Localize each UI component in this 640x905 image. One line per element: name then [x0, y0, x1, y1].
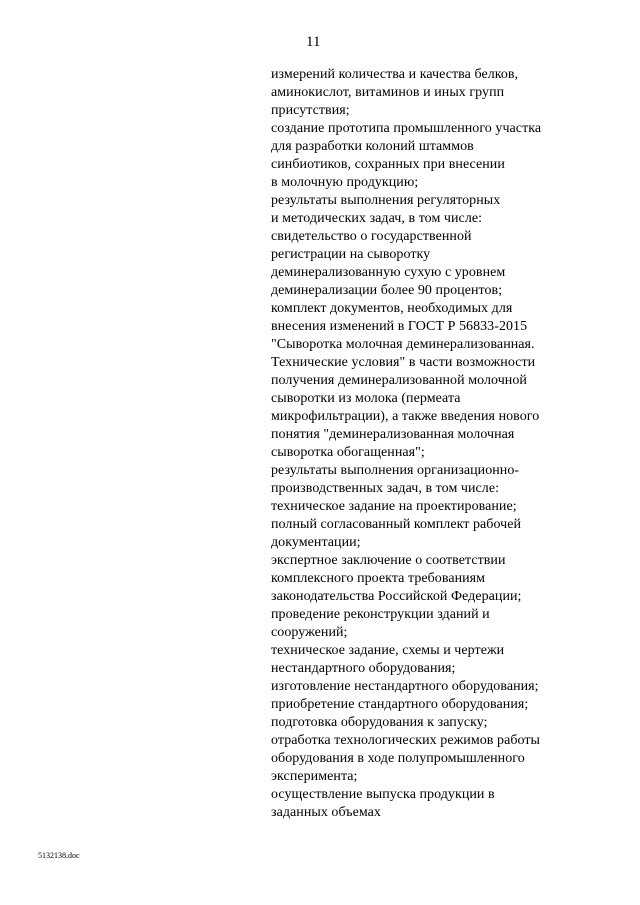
body-line: сооружений;	[271, 625, 348, 640]
body-line: подготовка оборудования к запуску;	[271, 715, 488, 730]
body-line: техническое задание на проектирование;	[271, 499, 517, 514]
footer-filename: 5132138.doc	[38, 851, 80, 860]
page-number: 11	[306, 34, 321, 50]
body-line: для разработки колоний штаммов	[271, 139, 474, 154]
body-line: сыворотка обогащенная";	[271, 445, 425, 460]
body-line: присутствия;	[271, 103, 350, 118]
body-line: регистрации на сыворотку	[271, 247, 431, 262]
body-line: производственных задач, в том числе:	[271, 481, 500, 496]
body-line: приобретение стандартного оборудования;	[271, 697, 529, 712]
body-line: техническое задание, схемы и чертежи	[271, 643, 505, 658]
body-line: результаты выполнения организационно-	[271, 463, 520, 478]
body-line: Технические условия" в части возможности	[271, 355, 536, 370]
body-line: документации;	[271, 535, 361, 550]
body-line: комплексного проекта требованиям	[271, 571, 486, 586]
body-line: изготовление нестандартного оборудования;	[271, 679, 539, 694]
body-line: микрофильтрации), а также введения нового	[271, 409, 540, 424]
body-line: заданных объемах	[271, 805, 381, 820]
body-line: аминокислот, витаминов и иных групп	[271, 85, 505, 100]
body-line: оборудования в ходе полупромышленного	[271, 751, 525, 766]
body-line: создание прототипа промышленного участка	[271, 121, 542, 136]
body-line: измерений количества и качества белков,	[271, 67, 519, 82]
body-line: эксперимента;	[271, 769, 358, 784]
body-line: в молочную продукцию;	[271, 175, 419, 190]
body-line: комплект документов, необходимых для	[271, 301, 513, 316]
body-line: внесения изменений в ГОСТ Р 56833-2015	[271, 319, 528, 334]
body-line: нестандартного оборудования;	[271, 661, 456, 676]
body-line: отработка технологических режимов работы	[271, 733, 540, 748]
body-line: экспертное заключение о соответствии	[271, 553, 506, 568]
body-line: сыворотки из молока (пермеата	[271, 391, 461, 406]
document-body	[271, 66, 571, 822]
body-line: осуществление выпуска продукции в	[271, 787, 495, 802]
body-line: получения деминерализованной молочной	[271, 373, 527, 388]
body-line: и методических задач, в том числе:	[271, 211, 483, 226]
body-line: деминерализованную сухую с уровнем	[271, 265, 506, 280]
body-line: проведение реконструкции зданий и	[271, 607, 490, 622]
body-line: понятия "деминерализованная молочная	[271, 427, 515, 442]
body-line: полный согласованный комплект рабочей	[271, 517, 522, 532]
body-line: свидетельство о государственной	[271, 229, 472, 244]
body-line: результаты выполнения регуляторных	[271, 193, 501, 208]
body-line: законодательства Российской Федерации;	[271, 589, 522, 604]
body-line: деминерализации более 90 процентов;	[271, 283, 503, 298]
body-line: "Сыворотка молочная деминерализованная.	[271, 337, 535, 352]
body-line: синбиотиков, сохранных при внесении	[271, 157, 505, 172]
